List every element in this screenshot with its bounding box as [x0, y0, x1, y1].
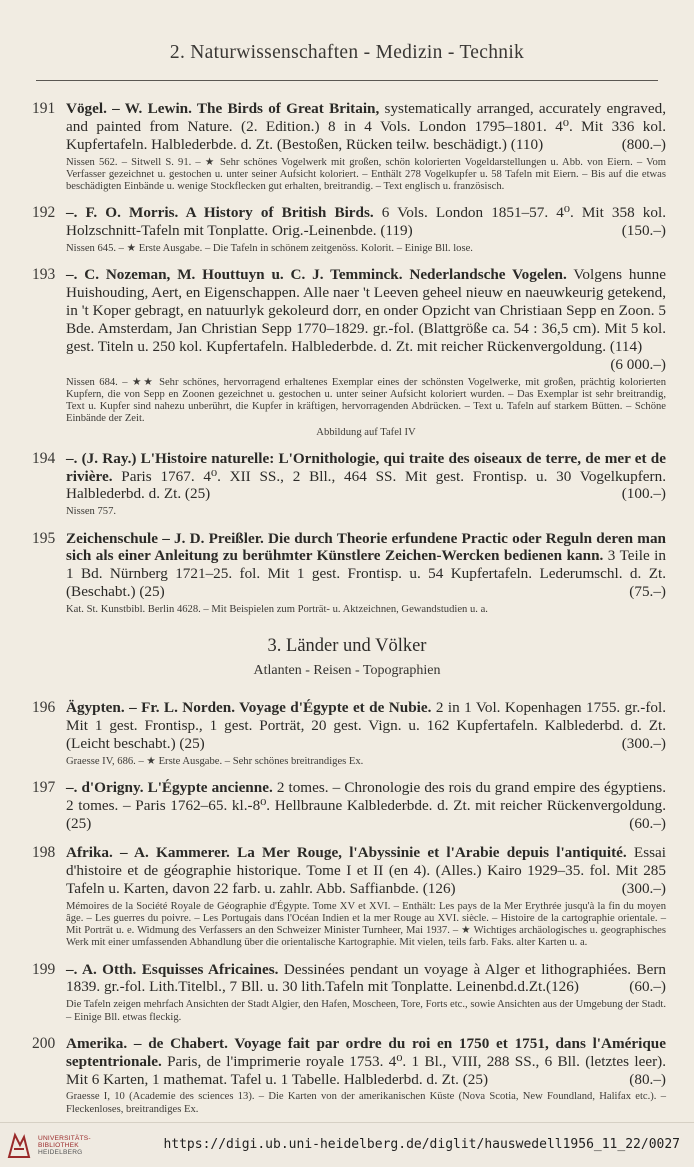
entry-price: (100.–): [621, 485, 666, 503]
lot-number: 193: [32, 266, 56, 284]
entry-description: [66, 266, 666, 373]
source-url-link[interactable]: https://digi.ub.uni-heidelberg.de/diglit/hauswedell1956_11_22/0027: [163, 1137, 680, 1152]
entry-price: (800.–): [621, 135, 666, 153]
lot-number: 192: [32, 204, 56, 222]
entry-price: (300.–): [621, 879, 666, 897]
entry-price: (150.–): [621, 222, 666, 240]
entry-price: (60.–): [629, 815, 666, 833]
entry-note: Graesse IV, 686. – ★ Erste Ausgabe. – Sehr schönes breitrandiges Ex.: [66, 756, 364, 768]
lot-number: 196: [32, 699, 56, 717]
entry-price: (60.–): [629, 978, 666, 996]
lot-number: 200: [32, 1034, 56, 1052]
catalog-entry: [28, 266, 666, 438]
catalog-entry: [28, 844, 666, 950]
lot-number: 198: [32, 843, 56, 861]
entry-note: Nissen 684. – ★★ Sehr schönes, hervorragend erhaltenes Exemplar eines der schönsten Vogelwerke, mit großen, prächtig kolorierten Kupfern, die von Sepp en Zoonen gezeichnet u. gestochen u. unter seiner Aufsicht koloriert wurden. – Das Exemplar ist sehr breitrandig, Text u. Kupfer sind nahezu unberührt, die Kupfer in kräftigen, hervorragenden Abdrücken. – Text u. Tafeln auf starkem Bütten. – Schöne Einbände der Zeit.: [66, 376, 666, 425]
entry-description: [66, 699, 666, 753]
entry-description: [66, 100, 666, 154]
lot-number: 194: [32, 449, 56, 467]
plate-reference: Abbildung auf Tafel IV: [316, 426, 416, 438]
catalog-entry: [28, 1035, 666, 1116]
entry-description: [66, 204, 666, 240]
entry-price: (300.–): [621, 735, 666, 753]
entry-text: 2 in 1 Vol. Kopenhagen 1755. gr.-fol. Mit 1 gest. Frontisp., 1 gest. Porträt, 20 gest. Vign. u. 162 Kupfertafeln. Kalblederbd. d. Zt. (Leicht beschabt.) (25): [66, 699, 666, 753]
lot-number: 199: [32, 960, 56, 978]
catalog-entry: [28, 779, 666, 833]
entry-note: Nissen 757.: [66, 506, 117, 518]
entry-title: –. A. Otth. Esquisses Africaines.: [66, 960, 279, 978]
entry-note: Nissen 645. – ★ Erste Ausgabe. – Die Tafeln in schönem zeitgenöss. Kolorit. – Einige Bll. lose.: [66, 243, 473, 255]
entry-description: [66, 1035, 666, 1089]
entry-title: Zeichenschule – J. D. Preißler. Die durch Theorie erfundene Practic oder Reguln deren man sich als einer Anleitung zu berühmter Künstlere Zeichen-Wercken bedienen kann.: [66, 529, 666, 565]
library-logo[interactable]: [38, 1135, 91, 1157]
entry-description: [66, 450, 666, 504]
entry-note: Graesse I, 10 (Academie des sciences 13). – Die Karten von der amerikanischen Küste (Nova Scotia, New Foundland, Halifax etc.). – Fleckenloses, breitrandiges Ex.: [66, 1091, 666, 1115]
entry-title: –. C. Nozeman, M. Houttuyn u. C. J. Temminck. Nederlandsche Vogelen.: [66, 266, 567, 284]
catalog-entry: [28, 100, 666, 193]
catalog-entry: [28, 530, 666, 617]
entry-title: Vögel. – W. Lewin. The Birds of Great Britain,: [66, 100, 380, 117]
catalog-entry: [28, 699, 666, 768]
entry-text: Dessinées pendant un voyage à Alger et lithographiées. Bern 1839. gr.-fol. Lith.Titelbl., 7 Bll. u. 30 lith.Tafeln mit Tonplatte. Leinenbd.d.Zt.(126): [66, 960, 667, 996]
entry-title: –. (J. Ray.) L'Histoire naturelle: L'Ornithologie, qui traite des oiseaux de terre, de mer et de rivière.: [66, 449, 666, 485]
entry-description: [66, 530, 666, 602]
entry-title: Ägypten. – Fr. L. Norden. Voyage d'Égypte et de Nubie.: [66, 699, 432, 717]
library-lion-icon: [6, 1131, 32, 1159]
entry-price: (75.–): [629, 583, 666, 601]
entry-price: (80.–): [629, 1070, 666, 1088]
catalog-entry: [28, 204, 666, 255]
entry-text: Paris, de l'imprimerie royale 1753. 4⁰. 1 Bl., VIII, 288 SS., 6 Bll. (letztes leer). Mit 6 Karten, 1 mathemat. Tafel u. 1 Tabelle. Halblederbd. d. Zt. (25): [66, 1052, 666, 1088]
logo-line: BIBLIOTHEK: [38, 1142, 79, 1150]
section-title: 3. Länder und Völker: [267, 636, 427, 657]
entry-text: Paris 1767. 4⁰. XII SS., 2 Bll., 464 SS. Mit gest. Frontisp. u. 30 Vogelkupfern. Halblederbd. d. Zt. (25): [66, 467, 666, 503]
logo-line: UNIVERSITÄTS-: [38, 1135, 91, 1142]
entry-description: [66, 844, 666, 898]
viewer-footer: [0, 1122, 694, 1167]
entry-note: Mémoires de la Société Royale de Géographie d'Égypte. Tome XV et XVI. – Enthält: Les pays de la Mer Erythrée jusqu'à la fin du moyen âge. – Les guerres du poivre. – Les Portugais dans l'Océan Indien et la mer Rouge au XVI. siècle. – Histoire de la cartographie orientale. – Mit Porträt u. e. Widmung des Verfassers an den Schweizer Minister Turnheer, Mai 1937. – ★ Wichtiges archäologisches u. geographisches Werk mit einer umfassenden Abhandlung über die orientalische Kartographie. Mit vielen, teils farb. Faks. alter Karten u. a.: [66, 900, 666, 949]
catalog-body: [28, 100, 666, 1127]
entry-text: Essai d'histoire et de géographie historique. Tome I et II (en 4). (Alles.) Kairo 1929–35. fol. Mit 285 Tafeln u. Karten, davon 22 farb. u. zahlr. Abb. Saffianbde. (126): [66, 843, 666, 897]
entry-title: –. F. O. Morris. A History of British Birds.: [66, 204, 374, 222]
entry-description: [66, 961, 666, 997]
entries-laender: [28, 699, 666, 1116]
header-rule: [36, 80, 658, 81]
entry-note: Kat. St. Kunstbibl. Berlin 4628. – Mit Beispielen zum Porträt- u. Aktzeichnen, Gewandstudien u. a.: [66, 604, 488, 616]
section-subtitle: Atlanten - Reisen - Topographien: [253, 663, 441, 679]
entries-naturwissenschaften: [28, 100, 666, 616]
entry-description: [66, 779, 666, 833]
entry-title: –. d'Origny. L'Égypte ancienne.: [66, 779, 273, 797]
entry-text: Volgens hunne Huishouding, Aert, en Eigenschappen. Alle naer 't Leeven geheel nieuw en naeuwkeurig getekend, in 't Koper gebragt, en natuurlyk gekoleurd dorr, en onder Opzicht van Christiaan Sepp en Zoon. 5 Bde. Amsterdam, Jan Christian Sepp 1770–1829. gr.-fol. (Blattgröße ca. 54 : 36,5 cm). Mit 5 kol. gest. Titeln u. 250 kol. Kupfertafeln. Halblederbde. d. Zt. mit reicher Rückenvergoldung. (114): [66, 266, 666, 355]
entry-title: Amerika. – de Chabert. Voyage fait par ordre du roi en 1750 et 1751, dans l'Amérique septentrionale.: [66, 1034, 666, 1070]
entry-text: 3 Teile in 1 Bd. Nürnberg 1721–25. fol. Mit 1 gest. Frontisp. u. 54 Kupfertafeln. Lederumschl. d. Zt. (Beschabt.) (25): [66, 547, 666, 601]
lot-number: 195: [32, 529, 56, 547]
entry-note: Die Tafeln zeigen mehrfach Ansichten der Stadt Algier, den Hafen, Moscheen, Tore, Forts etc., sowie Ansichten aus der Umgebung der Stadt. – Einige Bll. etwas fleckig.: [66, 999, 666, 1023]
logo-line: HEIDELBERG: [38, 1149, 83, 1157]
lot-number: 197: [32, 779, 56, 797]
running-head: 2. Naturwissenschaften - Medizin - Technik: [169, 42, 525, 63]
catalog-entry: [28, 961, 666, 1024]
entry-price: (6 000.–): [610, 355, 666, 373]
entry-note: Nissen 562. – Sitwell S. 91. – ★ Sehr schönes Vogelwerk mit großen, schön kolorierten Vogeldarstellungen u. Abb. von Eiern. – Vom Verfasser gezeichnet u. gestochen u. unter seiner Aufsicht koloriert. – Enthält 278 Vogelkupfer u. 58 Tafeln mit Eiern. – Bis auf die etwas beschädigten Einbände u. wenige Stockflecken gut erhalten, breitrandig. – Text englisch u. französisch.: [66, 156, 666, 193]
lot-number: 191: [32, 100, 56, 117]
entry-text: 2 tomes. – Chronologie des rois du grand empire des égyptiens. 2 tomes. – Paris 1762–65. kl.-8⁰. Hellbraune Kalblederbde. d. Zt. mit reicher Rückenvergoldung. (25): [66, 779, 666, 833]
entry-title: Afrika. – A. Kammerer. La Mer Rouge, l'Abyssinie et l'Arabie depuis l'antiquité.: [66, 843, 627, 861]
catalog-entry: [28, 450, 666, 519]
entry-text: systematically arranged, accurately engraved, and painted from Nature. (2. Edition.) 8 in 4 Vols. London 1795–1801. 4⁰. Mit 336 kol. Kupfertafeln. Halblederbde. d. Zt. (Bestoßen, Rücken teilw. beschädigt.) (110): [66, 100, 666, 153]
entry-text: 6 Vols. London 1851–57. 4⁰. Mit 358 kol. Holzschnitt-Tafeln mit Tonplatte. Orig.-Leinenbde. (119): [66, 204, 666, 240]
